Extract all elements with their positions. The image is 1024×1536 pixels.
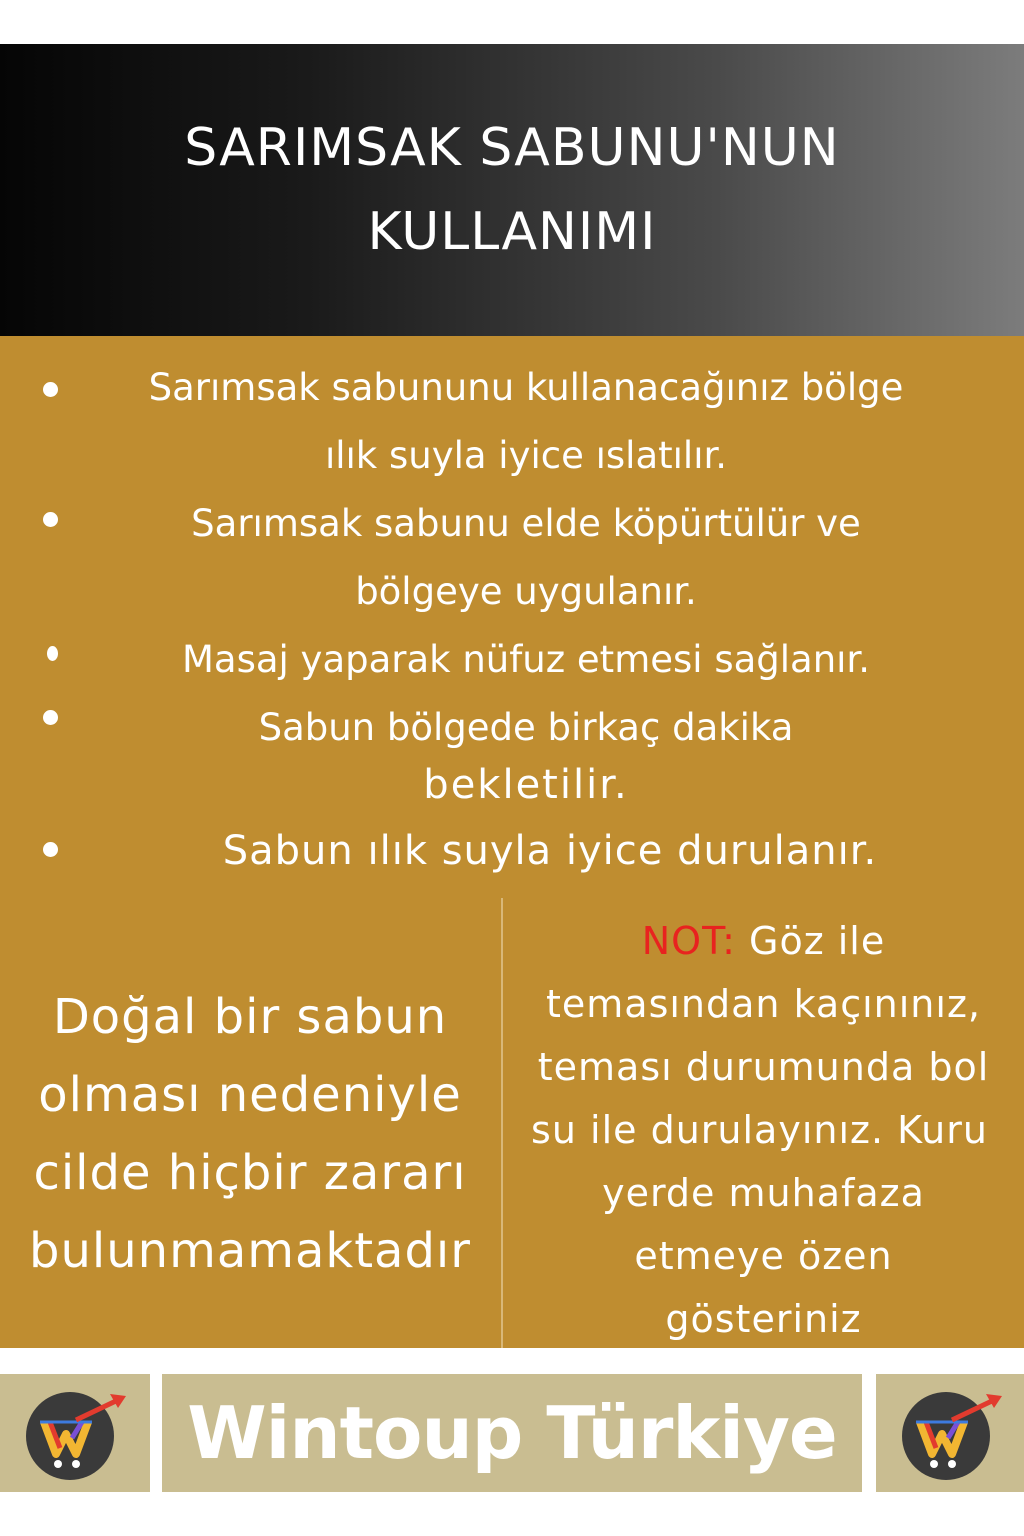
note-text: Göz ile xyxy=(735,919,886,963)
step-text: Sabun bölgede birkaç dakika xyxy=(258,706,794,749)
page-title-line2: KULLANIMI xyxy=(367,202,657,262)
note-line: cilde hiçbir zararı xyxy=(33,1145,467,1201)
wintoup-cart-logo-icon xyxy=(902,1392,990,1480)
step-text: Sabun ılık suyla iyice durulanır. xyxy=(222,828,878,874)
note-line xyxy=(503,910,1024,973)
step-text: Sarımsak sabununu kullanacağınız bölge xyxy=(148,366,904,409)
brand-name-box xyxy=(162,1374,862,1492)
note-line: gösteriniz xyxy=(665,1297,862,1341)
step-text: bekletilir. xyxy=(423,762,629,808)
not-label: NOT: xyxy=(641,919,736,963)
note-line: etmeye özen xyxy=(634,1234,893,1278)
wintoup-cart-logo-icon xyxy=(26,1392,114,1480)
title-banner xyxy=(0,44,1024,336)
note-line: Doğal bir sabun xyxy=(52,989,448,1045)
note-line: su ile durulayınız. Kuru xyxy=(531,1108,988,1152)
bullet-icon xyxy=(47,646,58,661)
bullet-icon xyxy=(43,382,58,397)
bullet-icon xyxy=(43,710,58,725)
notes-section xyxy=(0,898,1024,1348)
natural-soap-note xyxy=(0,978,500,1290)
note-line: olması nedeniyle xyxy=(38,1067,462,1123)
warning-note xyxy=(503,910,1024,1351)
bullet-icon xyxy=(43,512,58,527)
note-line: yerde muhafaza xyxy=(602,1171,925,1215)
brand-name: Wintoup Türkiye xyxy=(187,1391,837,1475)
bullet-icon xyxy=(43,842,58,857)
note-line: teması durumunda bol xyxy=(537,1045,990,1089)
note-line: temasından kaçınınız, xyxy=(546,982,981,1026)
step-text: Masaj yaparak nüfuz etmesi sağlanır. xyxy=(181,638,871,681)
page-title-line1: SARIMSAK SABUNU'NUN xyxy=(184,118,840,178)
footer-logo-left-box xyxy=(0,1374,150,1492)
step-text: ılık suyla iyice ıslatılır. xyxy=(324,434,728,477)
footer-logo-right-box xyxy=(876,1374,1024,1492)
note-line: bulunmamaktadır xyxy=(29,1223,471,1279)
usage-steps-list xyxy=(0,336,1024,898)
step-text: Sarımsak sabunu elde köpürtülür ve xyxy=(191,502,861,545)
step-text: bölgeye uygulanır. xyxy=(355,570,697,613)
